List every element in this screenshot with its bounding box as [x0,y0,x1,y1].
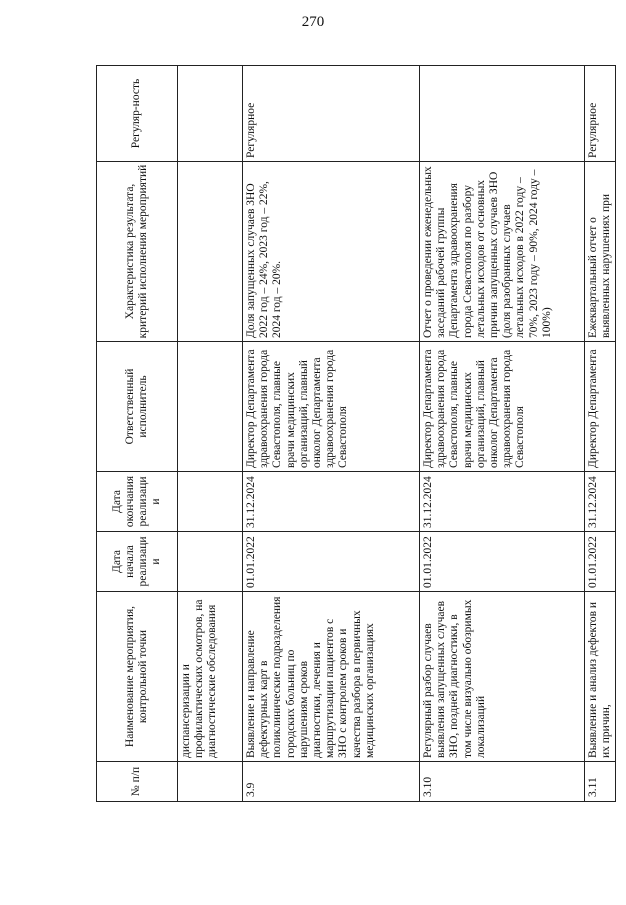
row-responsible [178,342,243,472]
row-name: Выявление и направление дефектурных карт в поликлинические подразделения городских больниц по нарушениям сроков диагностики, лечения и маршрутизации пациентов с ЗНО с контролем сроков и качества разбора в первичных медицинских организациях [243,592,420,762]
row-responsible: Директор Департамента здравоохранения города Севастополя, главные врачи медицинских организаций, главный онколог Департамента здравоохранения города Севастополя [243,342,420,472]
table-row [243,66,420,802]
row-result: Отчет о проведении еженедельных заседаний рабочей группы Департамента здравоохранения города Севастополя по разбору летальных исходов от основных причин запущенных случаев ЗНО (доля разобранных случаев летальных исходов в 2022 году – 70%, 2023 году – 90%, 2024 году – 100%) [420,162,585,342]
header-result: Характеристика результата, критерий исполнения мероприятий [97,162,178,342]
row-end [178,472,243,532]
row-name: Выявление и анализ дефектов и их причин, [585,592,616,762]
rotated-table-frame [96,66,613,802]
row-name: диспансеризации и профилактических осмотров, на диагностические обследования [178,592,243,762]
row-start [178,532,243,592]
row-num: 3.11 [585,762,616,802]
table-row [178,66,243,802]
row-regularity: Регулярное [585,66,616,162]
header-responsible: Ответственный исполнитель [97,342,178,472]
row-start: 01.01.2022 [585,532,616,592]
header-start: Дата начала реализации [97,532,178,592]
table-row [585,66,616,802]
row-regularity [420,66,585,162]
row-num: 3.9 [243,762,420,802]
row-end: 31.12.2024 [243,472,420,532]
row-result: Доля запущенных случаев ЗНО 2022 год – 24%, 2023 год – 22%, 2024 год – 20%. [243,162,420,342]
row-start: 01.01.2022 [243,532,420,592]
row-regularity: Регулярное [243,66,420,162]
row-end: 31.12.2024 [420,472,585,532]
row-result: Ежеквартальный отчет о выявленных нарушениях при [585,162,616,342]
rotated-table-inner [96,66,613,802]
page-number: 270 [301,14,325,30]
header-end: Дата окончания реализации [97,472,178,532]
row-responsible: Директор Департамента здравоохранения города Севастополя, главные врачи медицинских организаций, главный онколог Департамента здравоохранения города Севастополя [420,342,585,472]
row-num [178,762,243,802]
row-num: 3.10 [420,762,585,802]
row-start: 01.01.2022 [420,532,585,592]
row-result [178,162,243,342]
activities-table [96,65,616,802]
row-end: 31.12.2024 [585,472,616,532]
row-name: Регулярный разбор случаев выявления запущенных случаев ЗНО, поздней диагностики, в том числе визуально обозримых локализаций [420,592,585,762]
row-responsible: Директор Департамента [585,342,616,472]
table-row [420,66,585,802]
header-num: № п/п [97,762,178,802]
header-regularity: Регуляр-ность [97,66,178,162]
row-regularity [178,66,243,162]
table-header-row [97,66,178,802]
header-name: Наименование мероприятия, контрольной точки [97,592,178,762]
